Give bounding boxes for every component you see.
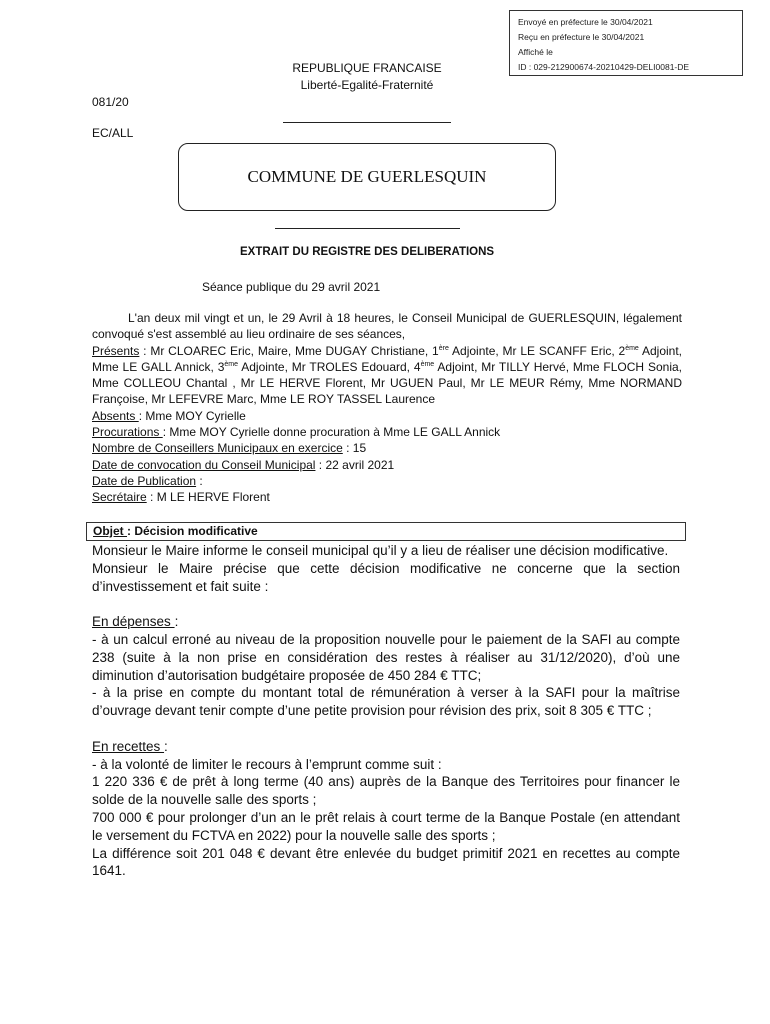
recette-item-4: La différence soit 201 048 € devant être enlevée du budget primitif 2021 en recettes au compte 1641. [92, 845, 680, 879]
procurations-line: Procurations : Mme MOY Cyrielle donne procuration à Mme LE GALL Annick [92, 425, 501, 440]
separator-line-bottom [275, 228, 460, 229]
prefecture-stamp [509, 10, 743, 76]
publication-date-line: Date de Publication : [92, 473, 203, 488]
convocation-date-label: Date de convocation du Conseil Municipal [92, 457, 316, 472]
secretaire-line: Secrétaire : M LE HERVE Florent [92, 490, 270, 505]
recette-item-1: - à la volonté de limiter le recours à l’emprunt comme suit : [92, 756, 442, 772]
extract-title: EXTRAIT DU REGISTRE DES DELIBERATIONS [240, 246, 495, 258]
objet-value: : Décision modificative [127, 524, 258, 538]
publication-date-label: Date de Publication [92, 473, 197, 488]
deliberation-intro [92, 310, 682, 506]
absents-line: Absents : Mme MOY Cyrielle [92, 408, 246, 423]
conseillers-count-line: Nombre de Conseillers Municipaux en exercice : 15 [92, 441, 367, 456]
objet-box [86, 522, 686, 541]
presents-label: Présents [92, 343, 140, 358]
reference-number: 081/20 [92, 95, 129, 109]
objet-label: Objet [93, 524, 128, 538]
stamp-id: ID : 029-212900674-20210429-DELI0081-DE [518, 62, 690, 72]
spacer [92, 720, 680, 738]
intro-opening: L'an deux mil vingt et un, le 29 Avril à 18 heures, le Conseil Municipal de GUERLESQUIN, légalement convoqué s'est assemblé au lieu ordinaire de ses séances, [92, 311, 682, 342]
presents-line: Présents : Mr CLOAREC Eric, Maire, Mme DUGAY Christiane, 1ère Adjointe, Mr LE SCANFF Eric, 2ème Adjoint, Mme LE GALL Annick, 3ème Adjointe, Mr TROLES Edouard, 4ème Adjoint, Mr TILLY Hervé, Mme FLOCH Sonia, Mme COLLEOU Chantal , Mr LE HERVE Florent, Mr UGUEN Paul, Mr LE MEUR Rémy, Mme NORMAND Françoise, Mr LEFEVRE Marc, Mme LE ROY TASSEL Laurence [92, 343, 682, 407]
stamp-received-date: Reçu en préfecture le 30/04/2021 [518, 32, 645, 42]
body-paragraph-2: Monsieur le Maire précise que cette décision modificative ne concerne que la section d’investissement et fait suite : [92, 560, 680, 594]
depense-item-1: - à un calcul erroné au niveau de la proposition nouvelle pour le paiement de la SAFI au compte 238 (suite à la non prise en considération des restes à réaliser au 31/12/2020), d’où une diminution d’autorisation budgétaire proposée de 450 284 € TTC; [92, 631, 680, 683]
procurations-label: Procurations [92, 425, 163, 440]
commune-name: COMMUNE DE GUERLESQUIN [247, 167, 487, 186]
depenses-heading: En dépenses : [92, 614, 179, 630]
recette-item-3: 700 000 € pour prolonger d’un an le prêt relais à court terme de la Banque Postale (en attendant le versement du FCTVA en 2022) pour la nouvelle salle des sports ; [92, 809, 680, 843]
reference-initials: EC/ALL [92, 126, 134, 140]
convocation-date-line: Date de convocation du Conseil Municipal : 22 avril 2021 [92, 457, 395, 472]
deliberation-body [92, 542, 680, 880]
seance-date: Séance publique du 29 avril 2021 [202, 280, 381, 294]
recette-item-2: 1 220 336 € de prêt à long terme (40 ans) auprès de la Banque des Territoires pour financer le solde de la nouvelle salle des sports ; [92, 774, 680, 808]
separator-line-top [283, 122, 451, 123]
spacer [92, 595, 680, 613]
commune-title-box [178, 143, 556, 211]
depense-item-2: - à la prise en compte du montant total de rémunération à verser à la SAFI pour la maîtrise d’ouvrage devant tenir compte d’une petite provision pour révision des prix, soit 8 305 € TTC ; [92, 685, 680, 719]
body-paragraph-1: Monsieur le Maire informe le conseil municipal qu’il y a lieu de réaliser une décision modificative. [92, 543, 669, 558]
recettes-heading: En recettes : [92, 738, 168, 754]
stamp-sent-date: Envoyé en préfecture le 30/04/2021 [518, 17, 653, 27]
secretaire-label: Secrétaire [92, 490, 147, 505]
conseillers-count-label: Nombre de Conseillers Municipaux en exercice [92, 441, 343, 456]
republic-heading: REPUBLIQUE FRANCAISE [292, 61, 442, 75]
republic-motto: Liberté-Egalité-Fraternité [300, 78, 434, 92]
absents-label: Absents [92, 408, 139, 423]
stamp-posted: Affiché le [518, 47, 553, 57]
